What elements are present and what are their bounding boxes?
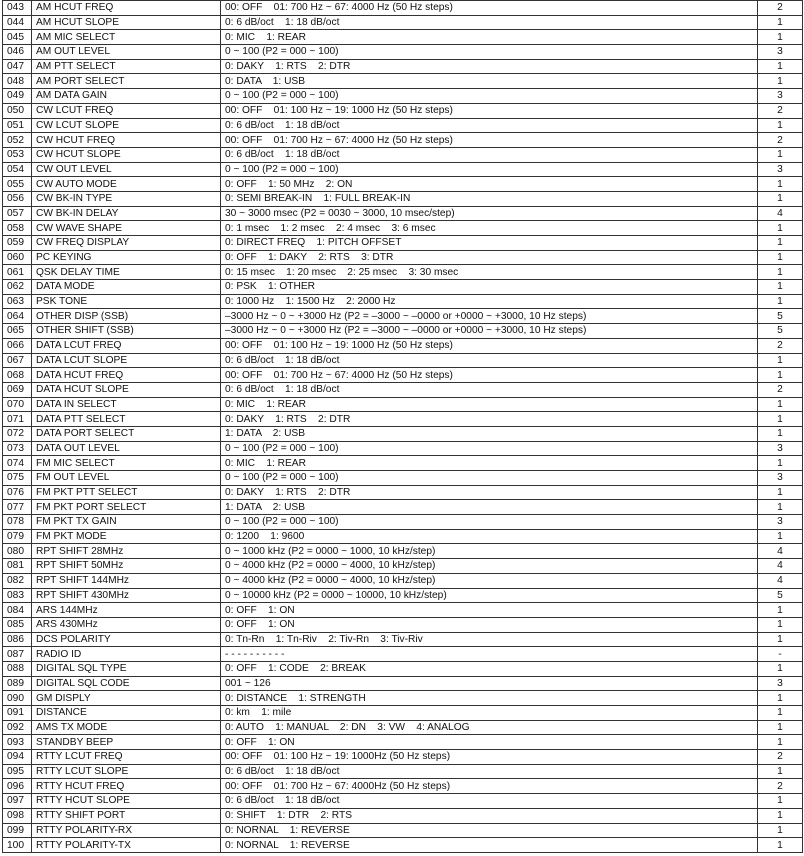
function-name-cell: STANDBY BEEP (32, 735, 221, 750)
setting-range-cell: 00: OFF 01: 100 Hz ~ 19: 1000 Hz (50 Hz steps) (221, 338, 758, 353)
value-digits-cell: 4 (758, 544, 803, 559)
function-name-cell: FM PKT MODE (32, 529, 221, 544)
function-name-cell: FM PKT PTT SELECT (32, 485, 221, 500)
menu-number-cell: 049 (3, 89, 32, 104)
value-digits-cell: 1 (758, 617, 803, 632)
menu-number-cell: 072 (3, 426, 32, 441)
setting-range-cell: 00: OFF 01: 700 Hz ~ 67: 4000 Hz (50 Hz steps) (221, 368, 758, 383)
function-name-cell: CW FREQ DISPLAY (32, 236, 221, 251)
menu-number-cell: 070 (3, 397, 32, 412)
table-row (3, 573, 803, 588)
value-digits-cell: 3 (758, 89, 803, 104)
setting-range-cell: 0: OFF 1: DAKY 2: RTS 3: DTR (221, 250, 758, 265)
function-name-cell: PSK TONE (32, 294, 221, 309)
function-name-cell: RPT SHIFT 28MHz (32, 544, 221, 559)
setting-range-cell: –3000 Hz ~ 0 ~ +3000 Hz (P2 = –3000 ~ –0000 or +0000 ~ +3000, 10 Hz steps) (221, 324, 758, 339)
setting-range-cell: 0: DAKY 1: RTS 2: DTR (221, 412, 758, 427)
table-row (3, 118, 803, 133)
menu-number-cell: 051 (3, 118, 32, 133)
setting-range-cell: 0 ~ 100 (P2 = 000 ~ 100) (221, 441, 758, 456)
function-name-cell: DCS POLARITY (32, 632, 221, 647)
table-row (3, 324, 803, 339)
value-digits-cell: 1 (758, 353, 803, 368)
table-row (3, 529, 803, 544)
table-row (3, 397, 803, 412)
setting-range-cell: 0: 6 dB/oct 1: 18 dB/oct (221, 794, 758, 809)
function-name-cell: RTTY SHIFT PORT (32, 808, 221, 823)
function-name-cell: CW BK-IN DELAY (32, 206, 221, 221)
setting-range-cell: 0: 6 dB/oct 1: 18 dB/oct (221, 382, 758, 397)
function-name-cell: CW WAVE SHAPE (32, 221, 221, 236)
function-name-cell: CW LCUT FREQ (32, 103, 221, 118)
table-row (3, 15, 803, 30)
function-name-cell: DATA PTT SELECT (32, 412, 221, 427)
table-row (3, 559, 803, 574)
setting-range-cell: 1: DATA 2: USB (221, 500, 758, 515)
menu-number-cell: 057 (3, 206, 32, 221)
table-row (3, 603, 803, 618)
menu-number-cell: 046 (3, 45, 32, 60)
function-name-cell: CW HCUT FREQ (32, 133, 221, 148)
menu-number-cell: 073 (3, 441, 32, 456)
setting-range-cell: 0: PSK 1: OTHER (221, 280, 758, 295)
setting-range-cell: 0: DATA 1: USB (221, 74, 758, 89)
menu-number-cell: 081 (3, 559, 32, 574)
setting-range-cell: 0: 1200 1: 9600 (221, 529, 758, 544)
table-row (3, 147, 803, 162)
setting-range-cell: 0: OFF 1: ON (221, 617, 758, 632)
menu-number-cell: 078 (3, 515, 32, 530)
table-row (3, 808, 803, 823)
value-digits-cell: 1 (758, 691, 803, 706)
function-name-cell: AM OUT LEVEL (32, 45, 221, 60)
menu-number-cell: 088 (3, 661, 32, 676)
setting-range-cell: 0: 1 msec 1: 2 msec 2: 4 msec 3: 6 msec (221, 221, 758, 236)
table-row (3, 720, 803, 735)
setting-range-cell: 0 ~ 100 (P2 = 000 ~ 100) (221, 471, 758, 486)
setting-range-cell: 0: 6 dB/oct 1: 18 dB/oct (221, 764, 758, 779)
function-name-cell: GM DISPLY (32, 691, 221, 706)
setting-range-cell: 0: OFF 1: ON (221, 735, 758, 750)
table-row (3, 426, 803, 441)
menu-number-cell: 045 (3, 30, 32, 45)
table-row (3, 1, 803, 16)
value-digits-cell: 1 (758, 661, 803, 676)
value-digits-cell: 1 (758, 808, 803, 823)
menu-number-cell: 077 (3, 500, 32, 515)
table-row (3, 588, 803, 603)
setting-range-cell: 0: OFF 1: 50 MHz 2: ON (221, 177, 758, 192)
setting-range-cell: 0: 1000 Hz 1: 1500 Hz 2: 2000 Hz (221, 294, 758, 309)
value-digits-cell: 1 (758, 794, 803, 809)
value-digits-cell: 1 (758, 500, 803, 515)
value-digits-cell: 1 (758, 294, 803, 309)
menu-number-cell: 100 (3, 838, 32, 853)
setting-range-cell: 0 ~ 100 (P2 = 000 ~ 100) (221, 162, 758, 177)
function-name-cell: ARS 144MHz (32, 603, 221, 618)
function-name-cell: RPT SHIFT 430MHz (32, 588, 221, 603)
function-name-cell: QSK DELAY TIME (32, 265, 221, 280)
table-row (3, 280, 803, 295)
table-row (3, 338, 803, 353)
value-digits-cell: 1 (758, 412, 803, 427)
table-row (3, 632, 803, 647)
table-row (3, 162, 803, 177)
function-name-cell: CW AUTO MODE (32, 177, 221, 192)
value-digits-cell: 2 (758, 133, 803, 148)
table-row (3, 661, 803, 676)
value-digits-cell: 1 (758, 485, 803, 500)
menu-number-cell: 096 (3, 779, 32, 794)
function-name-cell: RPT SHIFT 144MHz (32, 573, 221, 588)
setting-range-cell: 00: OFF 01: 700 Hz ~ 67: 4000 Hz (50 Hz steps) (221, 1, 758, 16)
table-row (3, 103, 803, 118)
setting-range-cell: 00: OFF 01: 700 Hz ~ 67: 4000Hz (50 Hz steps) (221, 779, 758, 794)
value-digits-cell: 2 (758, 382, 803, 397)
menu-number-cell: 069 (3, 382, 32, 397)
value-digits-cell: 2 (758, 1, 803, 16)
setting-range-cell: 0: 15 msec 1: 20 msec 2: 25 msec 3: 30 msec (221, 265, 758, 280)
menu-number-cell: 048 (3, 74, 32, 89)
menu-number-cell: 062 (3, 280, 32, 295)
table-row (3, 441, 803, 456)
setting-range-cell: 0 ~ 100 (P2 = 000 ~ 100) (221, 515, 758, 530)
menu-number-cell: 094 (3, 750, 32, 765)
menu-settings-table (2, 0, 803, 853)
menu-number-cell: 095 (3, 764, 32, 779)
value-digits-cell: 3 (758, 441, 803, 456)
table-row (3, 412, 803, 427)
table-row (3, 823, 803, 838)
menu-number-cell: 087 (3, 647, 32, 662)
setting-range-cell: 0: 6 dB/oct 1: 18 dB/oct (221, 118, 758, 133)
function-name-cell: DATA LCUT FREQ (32, 338, 221, 353)
function-name-cell: RTTY LCUT FREQ (32, 750, 221, 765)
value-digits-cell: - (758, 647, 803, 662)
setting-range-cell: 0: 6 dB/oct 1: 18 dB/oct (221, 353, 758, 368)
function-name-cell: DATA HCUT FREQ (32, 368, 221, 383)
value-digits-cell: 4 (758, 559, 803, 574)
setting-range-cell: 0 ~ 4000 kHz (P2 = 0000 ~ 4000, 10 kHz/step) (221, 573, 758, 588)
menu-number-cell: 044 (3, 15, 32, 30)
menu-number-cell: 043 (3, 1, 32, 16)
value-digits-cell: 4 (758, 573, 803, 588)
table-row (3, 544, 803, 559)
setting-range-cell: 0: SHIFT 1: DTR 2: RTS (221, 808, 758, 823)
function-name-cell: AM MIC SELECT (32, 30, 221, 45)
table-row (3, 59, 803, 74)
function-name-cell: DISTANCE (32, 706, 221, 721)
table-row (3, 471, 803, 486)
menu-number-cell: 092 (3, 720, 32, 735)
table-row (3, 735, 803, 750)
menu-number-cell: 066 (3, 338, 32, 353)
table-row (3, 779, 803, 794)
menu-number-cell: 064 (3, 309, 32, 324)
setting-range-cell: 00: OFF 01: 100 Hz ~ 19: 1000Hz (50 Hz steps) (221, 750, 758, 765)
menu-number-cell: 075 (3, 471, 32, 486)
setting-range-cell: 00: OFF 01: 700 Hz ~ 67: 4000 Hz (50 Hz steps) (221, 133, 758, 148)
value-digits-cell: 1 (758, 632, 803, 647)
table-row (3, 89, 803, 104)
value-digits-cell: 1 (758, 720, 803, 735)
value-digits-cell: 2 (758, 779, 803, 794)
table-row (3, 456, 803, 471)
table-row (3, 236, 803, 251)
setting-range-cell: 0: NORNAL 1: REVERSE (221, 823, 758, 838)
setting-range-cell: 0: DIRECT FREQ 1: PITCH OFFSET (221, 236, 758, 251)
menu-number-cell: 086 (3, 632, 32, 647)
menu-number-cell: 052 (3, 133, 32, 148)
table-row (3, 309, 803, 324)
menu-number-cell: 093 (3, 735, 32, 750)
menu-number-cell: 082 (3, 573, 32, 588)
menu-number-cell: 098 (3, 808, 32, 823)
table-row (3, 764, 803, 779)
table-row (3, 30, 803, 45)
menu-number-cell: 047 (3, 59, 32, 74)
table-row (3, 294, 803, 309)
function-name-cell: DATA MODE (32, 280, 221, 295)
menu-number-cell: 091 (3, 706, 32, 721)
function-name-cell: RPT SHIFT 50MHz (32, 559, 221, 574)
setting-range-cell: 0: OFF 1: CODE 2: BREAK (221, 661, 758, 676)
table-row (3, 500, 803, 515)
menu-number-cell: 074 (3, 456, 32, 471)
value-digits-cell: 1 (758, 177, 803, 192)
value-digits-cell: 1 (758, 735, 803, 750)
function-name-cell: RTTY POLARITY-TX (32, 838, 221, 853)
value-digits-cell: 2 (758, 338, 803, 353)
function-name-cell: DATA OUT LEVEL (32, 441, 221, 456)
setting-range-cell: 0 ~ 4000 kHz (P2 = 0000 ~ 4000, 10 kHz/step) (221, 559, 758, 574)
function-name-cell: OTHER SHIFT (SSB) (32, 324, 221, 339)
menu-number-cell: 079 (3, 529, 32, 544)
value-digits-cell: 3 (758, 162, 803, 177)
value-digits-cell: 1 (758, 280, 803, 295)
table-row (3, 191, 803, 206)
table-row (3, 691, 803, 706)
value-digits-cell: 3 (758, 676, 803, 691)
value-digits-cell: 1 (758, 147, 803, 162)
function-name-cell: CW OUT LEVEL (32, 162, 221, 177)
function-name-cell: AM HCUT FREQ (32, 1, 221, 16)
value-digits-cell: 1 (758, 838, 803, 853)
menu-number-cell: 089 (3, 676, 32, 691)
setting-range-cell: 0: MIC 1: REAR (221, 30, 758, 45)
table-row (3, 206, 803, 221)
function-name-cell: RADIO ID (32, 647, 221, 662)
value-digits-cell: 1 (758, 764, 803, 779)
value-digits-cell: 3 (758, 45, 803, 60)
function-name-cell: DATA LCUT SLOPE (32, 353, 221, 368)
function-name-cell: FM MIC SELECT (32, 456, 221, 471)
menu-number-cell: 084 (3, 603, 32, 618)
function-name-cell: AM PTT SELECT (32, 59, 221, 74)
menu-number-cell: 065 (3, 324, 32, 339)
setting-range-cell: 0: DAKY 1: RTS 2: DTR (221, 59, 758, 74)
setting-range-cell: 0 ~ 1000 kHz (P2 = 0000 ~ 1000, 10 kHz/step) (221, 544, 758, 559)
function-name-cell: CW BK-IN TYPE (32, 191, 221, 206)
setting-range-cell: - - - - - - - - - - (221, 647, 758, 662)
menu-number-cell: 068 (3, 368, 32, 383)
value-digits-cell: 1 (758, 118, 803, 133)
setting-range-cell: 0: Tn-Rn 1: Tn-Riv 2: Tiv-Rn 3: Tiv-Riv (221, 632, 758, 647)
setting-range-cell: 0 ~ 10000 kHz (P2 = 0000 ~ 10000, 10 kHz/step) (221, 588, 758, 603)
setting-range-cell: 0: 6 dB/oct 1: 18 dB/oct (221, 147, 758, 162)
menu-number-cell: 083 (3, 588, 32, 603)
table-row (3, 706, 803, 721)
table-row (3, 617, 803, 632)
value-digits-cell: 5 (758, 324, 803, 339)
value-digits-cell: 2 (758, 750, 803, 765)
function-name-cell: CW HCUT SLOPE (32, 147, 221, 162)
menu-number-cell: 099 (3, 823, 32, 838)
function-name-cell: AMS TX MODE (32, 720, 221, 735)
setting-range-cell: 001 ~ 126 (221, 676, 758, 691)
setting-range-cell: 0 ~ 100 (P2 = 000 ~ 100) (221, 45, 758, 60)
function-name-cell: DIGITAL SQL TYPE (32, 661, 221, 676)
value-digits-cell: 4 (758, 206, 803, 221)
value-digits-cell: 1 (758, 30, 803, 45)
value-digits-cell: 1 (758, 397, 803, 412)
value-digits-cell: 1 (758, 265, 803, 280)
value-digits-cell: 3 (758, 471, 803, 486)
setting-range-cell: 00: OFF 01: 100 Hz ~ 19: 1000 Hz (50 Hz steps) (221, 103, 758, 118)
table-row (3, 750, 803, 765)
menu-number-cell: 080 (3, 544, 32, 559)
table-body (3, 1, 803, 853)
table-row (3, 353, 803, 368)
setting-range-cell: 1: DATA 2: USB (221, 426, 758, 441)
value-digits-cell: 1 (758, 706, 803, 721)
table-row (3, 133, 803, 148)
table-row (3, 221, 803, 236)
setting-range-cell: 0: 6 dB/oct 1: 18 dB/oct (221, 15, 758, 30)
setting-range-cell: –3000 Hz ~ 0 ~ +3000 Hz (P2 = –3000 ~ –0000 or +0000 ~ +3000, 10 Hz steps) (221, 309, 758, 324)
table-row (3, 794, 803, 809)
function-name-cell: PC KEYING (32, 250, 221, 265)
value-digits-cell: 1 (758, 426, 803, 441)
function-name-cell: FM PKT PORT SELECT (32, 500, 221, 515)
setting-range-cell: 0: DAKY 1: RTS 2: DTR (221, 485, 758, 500)
function-name-cell: ARS 430MHz (32, 617, 221, 632)
function-name-cell: DATA HCUT SLOPE (32, 382, 221, 397)
function-name-cell: AM PORT SELECT (32, 74, 221, 89)
value-digits-cell: 1 (758, 529, 803, 544)
menu-number-cell: 061 (3, 265, 32, 280)
value-digits-cell: 1 (758, 15, 803, 30)
menu-number-cell: 056 (3, 191, 32, 206)
menu-number-cell: 071 (3, 412, 32, 427)
table-row (3, 45, 803, 60)
menu-number-cell: 060 (3, 250, 32, 265)
value-digits-cell: 5 (758, 588, 803, 603)
value-digits-cell: 2 (758, 103, 803, 118)
value-digits-cell: 1 (758, 191, 803, 206)
setting-range-cell: 0 ~ 100 (P2 = 000 ~ 100) (221, 89, 758, 104)
function-name-cell: AM DATA GAIN (32, 89, 221, 104)
menu-number-cell: 050 (3, 103, 32, 118)
value-digits-cell: 3 (758, 515, 803, 530)
table-row (3, 485, 803, 500)
setting-range-cell: 0: OFF 1: ON (221, 603, 758, 618)
function-name-cell: FM PKT TX GAIN (32, 515, 221, 530)
menu-number-cell: 055 (3, 177, 32, 192)
value-digits-cell: 5 (758, 309, 803, 324)
setting-range-cell: 0: AUTO 1: MANUAL 2: DN 3: VW 4: ANALOG (221, 720, 758, 735)
setting-range-cell: 0: MIC 1: REAR (221, 456, 758, 471)
table-row (3, 515, 803, 530)
value-digits-cell: 1 (758, 236, 803, 251)
function-name-cell: RTTY POLARITY-RX (32, 823, 221, 838)
function-name-cell: RTTY LCUT SLOPE (32, 764, 221, 779)
table-row (3, 177, 803, 192)
menu-number-cell: 097 (3, 794, 32, 809)
function-name-cell: AM HCUT SLOPE (32, 15, 221, 30)
function-name-cell: DATA IN SELECT (32, 397, 221, 412)
menu-number-cell: 067 (3, 353, 32, 368)
setting-range-cell: 0: DISTANCE 1: STRENGTH (221, 691, 758, 706)
function-name-cell: RTTY HCUT FREQ (32, 779, 221, 794)
setting-range-cell: 0: NORNAL 1: REVERSE (221, 838, 758, 853)
menu-number-cell: 063 (3, 294, 32, 309)
table-row (3, 74, 803, 89)
value-digits-cell: 1 (758, 603, 803, 618)
setting-range-cell: 30 ~ 3000 msec (P2 = 0030 ~ 3000, 10 msec/step) (221, 206, 758, 221)
table-row (3, 368, 803, 383)
value-digits-cell: 1 (758, 74, 803, 89)
value-digits-cell: 1 (758, 59, 803, 74)
value-digits-cell: 1 (758, 221, 803, 236)
function-name-cell: CW LCUT SLOPE (32, 118, 221, 133)
table-row (3, 250, 803, 265)
table-row (3, 838, 803, 853)
table-row (3, 382, 803, 397)
function-name-cell: DATA PORT SELECT (32, 426, 221, 441)
menu-number-cell: 059 (3, 236, 32, 251)
menu-number-cell: 054 (3, 162, 32, 177)
menu-number-cell: 090 (3, 691, 32, 706)
value-digits-cell: 1 (758, 456, 803, 471)
menu-number-cell: 085 (3, 617, 32, 632)
setting-range-cell: 0: SEMI BREAK-IN 1: FULL BREAK-IN (221, 191, 758, 206)
setting-range-cell: 0: MIC 1: REAR (221, 397, 758, 412)
function-name-cell: RTTY HCUT SLOPE (32, 794, 221, 809)
value-digits-cell: 1 (758, 823, 803, 838)
menu-number-cell: 076 (3, 485, 32, 500)
table-row (3, 647, 803, 662)
function-name-cell: FM OUT LEVEL (32, 471, 221, 486)
menu-number-cell: 053 (3, 147, 32, 162)
value-digits-cell: 1 (758, 368, 803, 383)
setting-range-cell: 0: km 1: mile (221, 706, 758, 721)
table-row (3, 265, 803, 280)
menu-number-cell: 058 (3, 221, 32, 236)
table-row (3, 676, 803, 691)
function-name-cell: OTHER DISP (SSB) (32, 309, 221, 324)
function-name-cell: DIGITAL SQL CODE (32, 676, 221, 691)
value-digits-cell: 1 (758, 250, 803, 265)
